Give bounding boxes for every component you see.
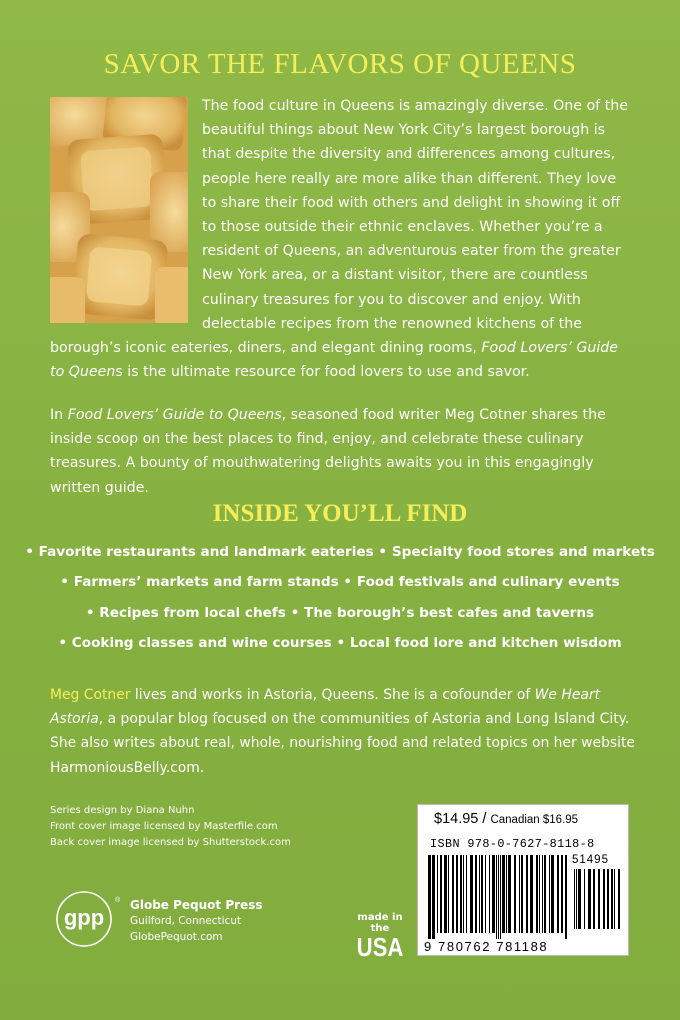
barcode-bar: [475, 855, 477, 933]
barcode-bar: [444, 855, 447, 933]
barcode-bar: [549, 855, 550, 933]
author-bio: Meg Cotner lives and works in Astoria, Queens. She is a cofounder of We Heart Astoria, a popular blog focused on the communities of Astoria and Long Island City. She also writes about real, whole, nourishing food and related topics on her website HarmoniousBelly.com.: [50, 687, 635, 776]
barcode-bar: [542, 855, 543, 933]
list-item: • Farmers’ markets and farm stands • Food festivals and culinary events: [60, 574, 620, 591]
barcode-bar: [489, 855, 490, 933]
barcode-bar: [618, 869, 620, 929]
inside-heading: INSIDE YOU’LL FIND: [212, 500, 468, 527]
barcode-bar: [448, 855, 449, 933]
isbn-text: ISBN 978-0-7627-8118-8: [430, 837, 595, 851]
description-paragraph: In Food Lovers’ Guide to Queens, seasoned food writer Meg Cotner shares the inside scoop on the best places to find, enjoy, and celebrate these culinary treasures. A bounty of mouthwatering delights awaits you in this engagingly written guide.: [50, 407, 606, 496]
gpp-logo: [52, 889, 122, 951]
barcode-bar: [565, 855, 567, 939]
barcode-bar: [485, 855, 486, 933]
svg-text:gpp: gpp: [63, 905, 105, 930]
barcode-bar: [452, 855, 454, 933]
barcode-bar: [539, 855, 540, 933]
barcode-bar: [530, 855, 533, 933]
barcode-bar: [607, 869, 609, 929]
barcode-bar: [593, 869, 595, 929]
barcode-bar: [479, 855, 480, 933]
publisher-name: Globe Pequot Press: [130, 898, 263, 912]
barcode-bar: [428, 855, 431, 939]
barcode-bar: [588, 869, 591, 929]
barcode-bar: [603, 869, 605, 929]
barcode-bar: [576, 869, 577, 929]
barcode-bar: [578, 869, 581, 929]
list-item: • Cooking classes and wine courses • Local food lore and kitchen wisdom: [58, 634, 622, 651]
barcode-bar: [440, 855, 442, 933]
blog-name: We Heart Astoria: [50, 687, 601, 728]
publisher-website: GlobePequot.com: [130, 931, 223, 943]
barcode-bar: [584, 869, 585, 929]
publisher-city: Guilford, Connecticut: [130, 915, 242, 927]
barcode-bar: [526, 855, 528, 933]
barcode-bar: [611, 869, 613, 929]
barcode-bar: [463, 855, 464, 933]
barcode-bar: [470, 855, 473, 933]
credit-line: Front cover image licensed by Masterfile.com: [50, 821, 278, 832]
intro-paragraph: [50, 94, 632, 384]
barcode-bar: [437, 855, 438, 933]
barcode-bar: [496, 855, 497, 939]
description-text: , seasoned food writer Meg Cotner shares the inside scoop on the best places to find, enjoy, and celebrate these culinary treasures. A bounty of mouthwatering delights awaits you in this engagingly written guide.: [50, 407, 606, 496]
intro-book-title: Food Lovers’ Guide to Queen: [50, 340, 619, 381]
list-item: • Recipes from local chefs • The borough’s best cafes and taverns: [85, 604, 595, 621]
barcode-label: [417, 804, 629, 956]
credits: [50, 803, 350, 851]
barcode-bar: [551, 855, 554, 933]
made-in-usa-mark: made in the USA: [356, 912, 404, 962]
barcode-bar: [500, 855, 501, 939]
barcode-bar: [519, 855, 520, 933]
barcode-bar: [466, 855, 467, 933]
svg-text:®: ®: [115, 897, 121, 904]
barcode-bar: [460, 855, 462, 933]
barcode-bar: [498, 855, 499, 939]
barcode-bar: [557, 855, 559, 933]
barcode-bar: [544, 855, 546, 933]
barcode-bar: [432, 855, 435, 939]
barcode-bar: [506, 855, 507, 933]
barcode-bar: [561, 855, 563, 933]
ean-barcode: [426, 855, 570, 941]
barcode-bar: [521, 855, 523, 933]
barcode-digits: 9 780762 781188: [424, 939, 549, 954]
publisher-info: [130, 897, 262, 945]
barcode-bar: [481, 855, 483, 933]
page-title: SAVOR THE FLAVORS OF QUEENS: [103, 48, 577, 80]
barcode-bar: [508, 855, 511, 933]
inside-list: [0, 537, 680, 658]
credit-line: Back cover image licensed by Shutterstock.com: [50, 837, 291, 848]
barcode-bar: [614, 869, 615, 929]
intro-text-end: s is the ultimate resource for food lovers to use and savor.: [115, 364, 530, 381]
price-addon-number: 51495: [572, 854, 609, 866]
barcode-bar: [514, 855, 516, 933]
barcode-bar: [456, 855, 458, 933]
price: $14.95 / Canadian $16.95: [434, 811, 579, 827]
barcode-bar: [598, 869, 600, 929]
intro-text: The food culture in Queens is amazingly diverse. One of the beautiful things about New York City’s largest borough is that despite the diversity and differences among cultures, people here really are more alike than different. They love to share their food with others and delight in showing it off to those outside their ethnic enclaves. Whether you’re a resident of Queens, an adventurous eater from the greater New York area, or a distant visitor, there are countless culinary treasures for you to discover and enjoy. With delectable recipes from the renowned kitchens of the borough’s iconic eateries, diners, and elegant dining rooms,: [50, 98, 628, 357]
barcode-bar: [502, 855, 505, 933]
addon-barcode: [572, 869, 624, 937]
credit-line: Series design by Diana Nuhn: [50, 805, 195, 816]
description-book-title: Food Lovers’ Guide to Queens: [67, 407, 282, 423]
barcode-bar: [574, 869, 575, 929]
barcode-bar: [536, 855, 538, 933]
author-name: Meg Cotner: [50, 687, 131, 703]
barcode-bar: [492, 855, 495, 933]
list-item: • Favorite restaurants and landmark eateries • Specialty food stores and markets: [25, 544, 655, 560]
